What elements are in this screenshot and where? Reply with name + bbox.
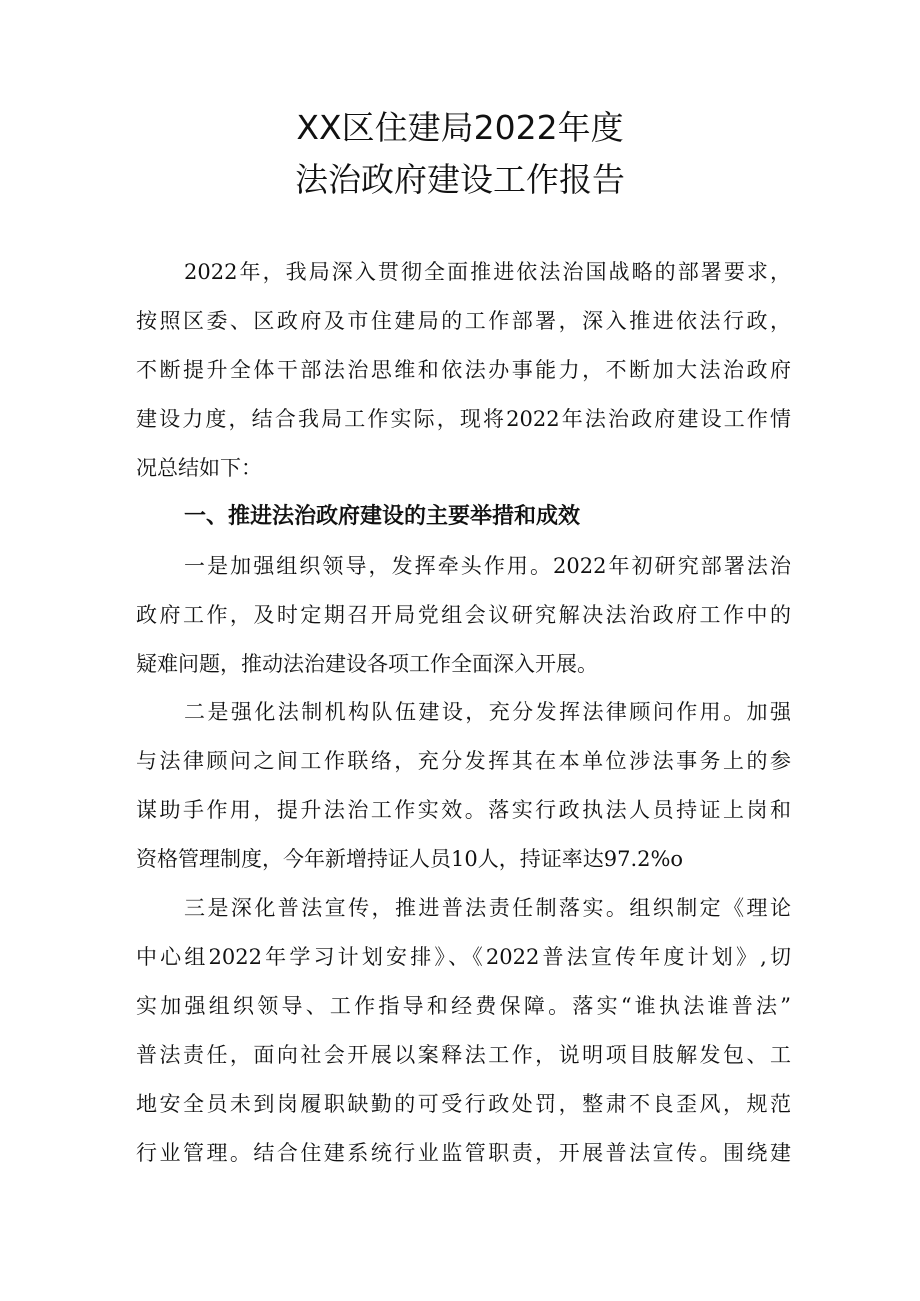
- paragraph-3-line-3: 谋助手作用，提升法治工作实效。落实行政执法人员持证上岗和: [136, 798, 791, 822]
- paragraph-2-line-3: 疑难问题，推动法治建设各项工作全面深入开展。: [136, 652, 598, 676]
- paragraph-1-line-4: 建设力度，结合我局工作实际，现将2022年法治政府建设工作情: [136, 407, 791, 431]
- paragraph-3-line-2: 与法律顾问之间工作联络，充分发挥其在本单位涉法事务上的参: [136, 749, 791, 773]
- paragraph-4-line-2: 中心组2022年学习计划安排》、《2022普法宣传年度计划》,切: [136, 945, 791, 969]
- paragraph-4-line-1: 三是深化普法宣传，推进普法责任制落实。组织制定《理论: [184, 896, 791, 920]
- paragraph-4-line-4: 普法责任，面向社会开展以案释法工作，说明项目肢解发包、工: [136, 1043, 791, 1067]
- paragraph-4-line-6: 行业管理。结合住建系统行业监管职责，开展普法宣传。围绕建: [136, 1141, 791, 1165]
- document-title-line-2: 法治政府建设工作报告: [295, 160, 625, 199]
- paragraph-2-line-2: 政府工作，及时定期召开局党组会议研究解决法治政府工作中的: [136, 603, 791, 627]
- paragraph-3-line-1: 二是强化法制机构队伍建设，充分发挥法律顾问作用。加强: [184, 700, 791, 724]
- paragraph-3-line-4: 资格管理制度，今年新增持证人员10人，持证率达97.2%o: [136, 847, 684, 871]
- paragraph-1-line-5: 况总结如下：: [136, 456, 262, 480]
- section-heading-1: 一、推进法治政府建设的主要举措和成效: [184, 504, 581, 529]
- paragraph-2-line-1: 一是加强组织领导，发挥牵头作用。2022年初研究部署法治: [184, 554, 791, 578]
- paragraph-1-line-2: 按照区委、区政府及市住建局的工作部署，深入推进依法行政，: [136, 309, 791, 333]
- paragraph-4-line-3: 实加强组织领导、工作指导和经费保障。落实“谁执法谁普法”: [136, 994, 791, 1018]
- paragraph-1-line-3: 不断提升全体干部法治思维和依法办事能力，不断加大法治政府: [136, 358, 791, 382]
- document-title-line-1: XX区住建局2022年度: [296, 108, 624, 147]
- paragraph-4-line-5: 地安全员未到岗履职缺勤的可受行政处罚，整肃不良歪风，规范: [136, 1092, 791, 1116]
- paragraph-1-line-1: 2022年，我局深入贯彻全面推进依法治国战略的部署要求，: [184, 260, 791, 284]
